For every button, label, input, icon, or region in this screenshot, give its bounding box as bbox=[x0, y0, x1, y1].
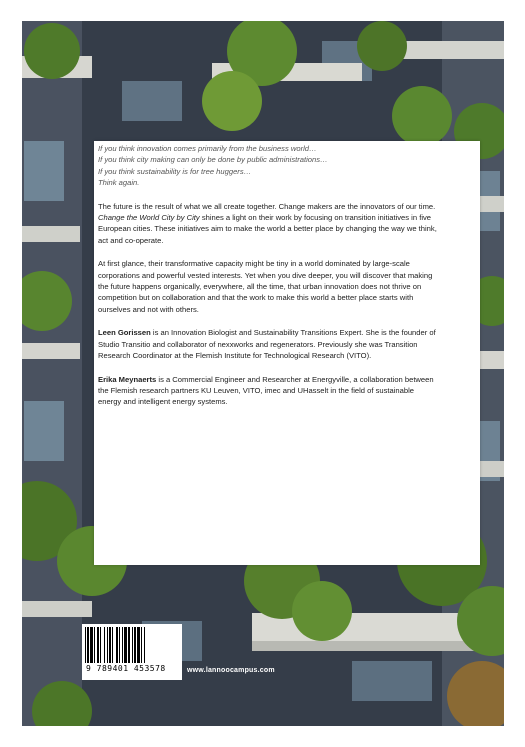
author-name: Erika Meynaerts bbox=[98, 374, 157, 384]
intro-line: If you think sustainability is for tree huggers… bbox=[98, 166, 252, 176]
description-paragraph-2: At first glance, their transformative capacity might be tiny in a world dominated by large-scale corporations and powerful vested interests. Yet when you dive deeper, you will discover that making the future happens organically, everywhere, all the time, that urban innovation does not thrive on competition but on collaboration and that the work to make this world a better place starts with ourselves and not with others. bbox=[98, 259, 433, 314]
intro-line: Think again. bbox=[98, 178, 140, 188]
author-bio-2 bbox=[98, 374, 438, 408]
intro-line: If you think city making can only be done by public administrations… bbox=[98, 155, 328, 165]
author-bio-1 bbox=[98, 327, 438, 361]
isbn-number: 9 789401 453578 bbox=[86, 664, 166, 673]
author-bio-text: is an Innovation Biologist and Sustainability Transitions Expert. She is the founder of Studio Transitio and collaborator of nexxworks and regenerators. Previously she was Transition Research Coordinator at the Flemish Institute for Technological Research (VITO). bbox=[98, 328, 436, 361]
barcode-bars bbox=[85, 627, 179, 663]
intro-line: If you think innovation comes primarily from the business world… bbox=[98, 144, 317, 153]
author-bio-text: is a Commercial Engineer and Researcher at Energyville, a collaboration between the Flemish research partners KU Leuven, VITO, imec and UHasselt in the field of sustainable energy and intelligent energy systems. bbox=[98, 374, 434, 407]
description-paragraph-1 bbox=[98, 201, 438, 247]
description-end: shines a light on their work by focusing on transition initiatives in five European cities. These initiatives aim to make the world a better place by changing the way we think, act and co-operate. bbox=[98, 213, 437, 245]
description-start: The future is the result of what we all create together. Change makers are the innovators of our time. bbox=[98, 201, 436, 211]
author-name: Leen Gorissen bbox=[98, 328, 151, 338]
isbn-barcode bbox=[82, 624, 182, 680]
intro-teaser bbox=[98, 143, 438, 189]
back-cover-text bbox=[98, 143, 438, 408]
book-title: Change the World City by City bbox=[98, 213, 200, 223]
publisher-website: www.lannoocampus.com bbox=[187, 667, 275, 674]
